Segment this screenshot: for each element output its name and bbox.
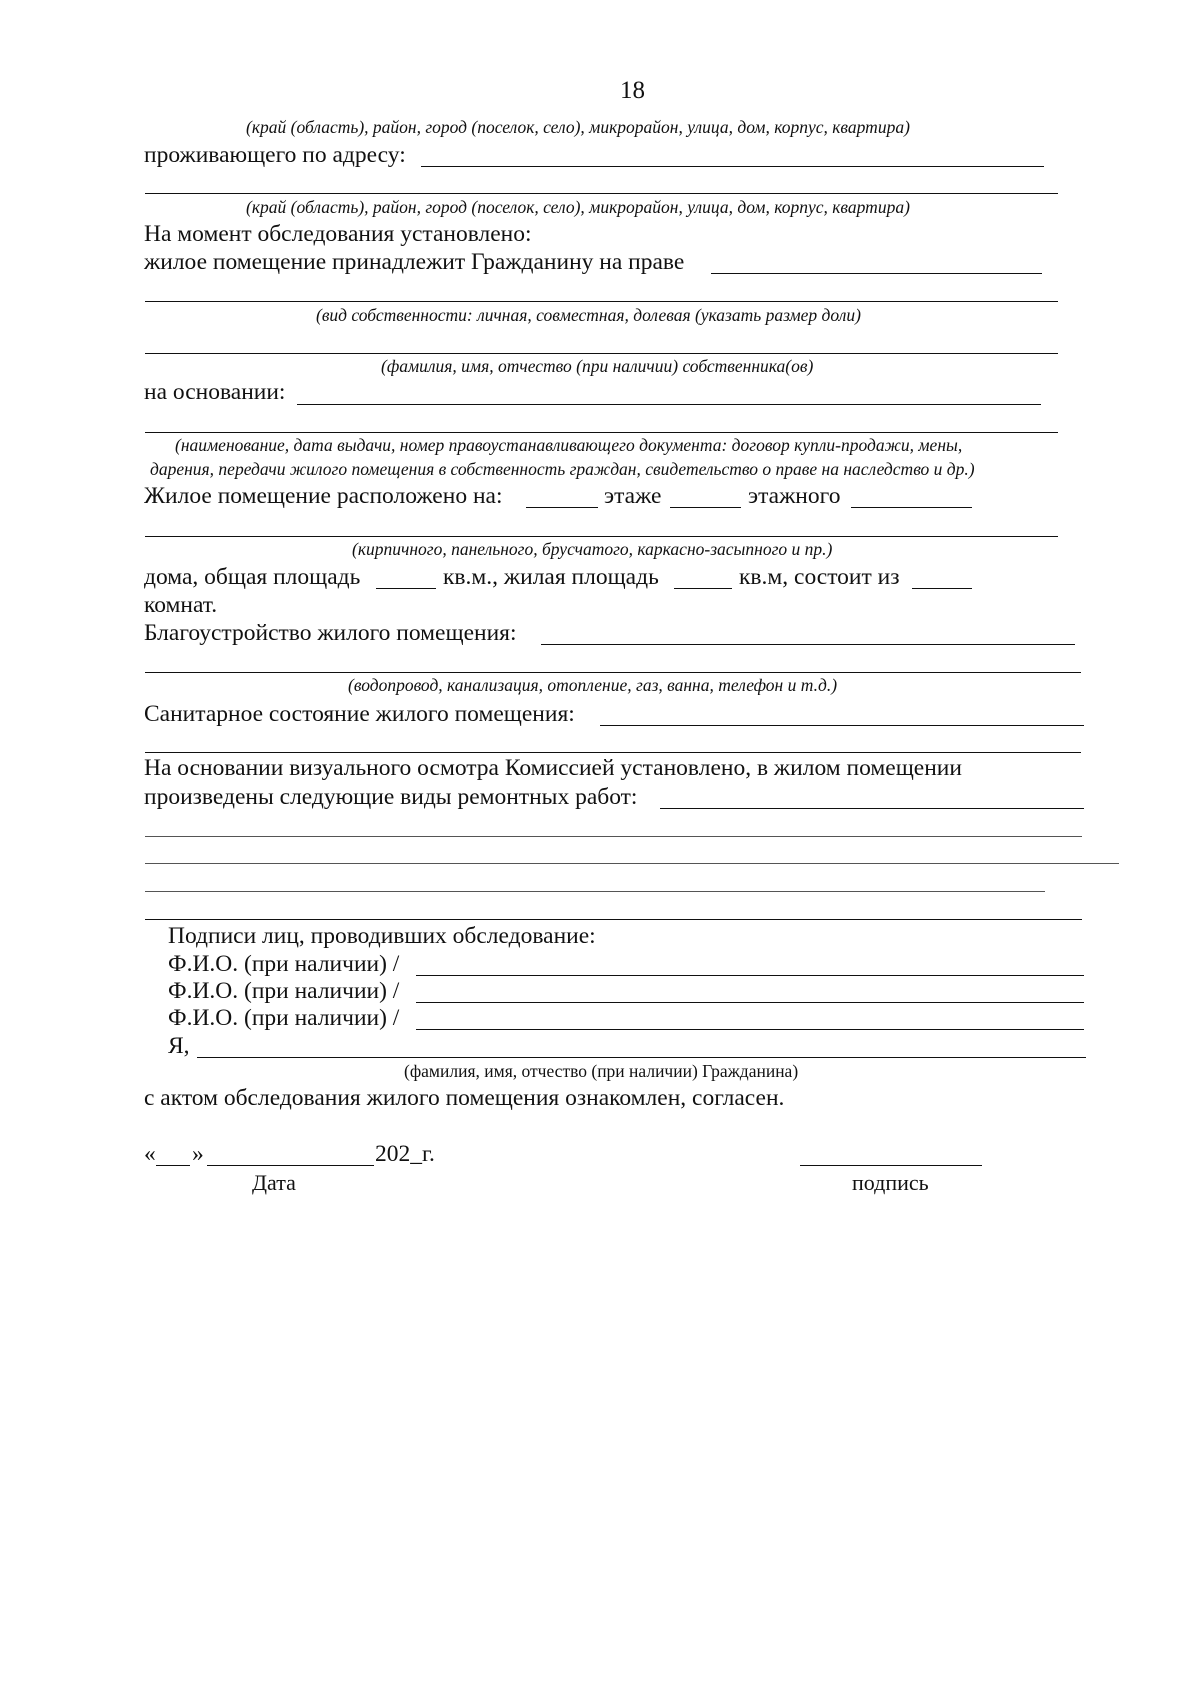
caption-citizen-name: (фамилия, имя, отчество (при наличии) Гражданина) (404, 1061, 799, 1081)
label-signature: подпись (852, 1170, 929, 1195)
label-amenities: Благоустройство жилого помещения: (144, 620, 517, 646)
label-repairs: произведены следующие виды ремонтных работ: (144, 784, 638, 810)
label-sqm-living: кв.м., жилая площадь (443, 564, 659, 590)
field-residing-address[interactable] (421, 166, 1044, 167)
field-floor[interactable] (526, 507, 598, 508)
field-date-month[interactable] (207, 1165, 374, 1166)
label-at-survey: На момент обследования установлено: (144, 221, 532, 247)
caption-basis-doc-2: дарения, передачи жилого помещения в собственность граждан, свидетельство о праве на наследство и др.) (150, 459, 975, 479)
field-signature[interactable] (800, 1165, 982, 1166)
label-signatures-title: Подписи лиц, проводивших обследование: (168, 923, 596, 949)
label-sanitary: Санитарное состояние жилого помещения: (144, 701, 575, 727)
page-number: 18 (620, 77, 645, 104)
field-address-continued[interactable] (145, 193, 1058, 194)
field-building-material[interactable] (145, 536, 1058, 537)
date-quote-close: » (192, 1141, 204, 1167)
label-fio-2: Ф.И.О. (при наличии) / (168, 978, 400, 1004)
label-acknowledged: с актом обследования жилого помещения ознакомлен, согласен. (144, 1085, 785, 1111)
field-basis-continued[interactable] (145, 432, 1058, 433)
field-amenities[interactable] (541, 644, 1075, 645)
label-belongs-to: жилое помещение принадлежит Гражданину на праве (144, 249, 685, 275)
caption-amenities: (водопровод, канализация, отопление, газ, ванна, телефон и т.д.) (348, 675, 838, 695)
field-signer-1[interactable] (416, 975, 1084, 976)
label-storey: этажного (748, 483, 841, 509)
field-signer-3[interactable] (416, 1029, 1084, 1030)
field-repairs-line-4[interactable] (145, 891, 1045, 892)
field-storeys[interactable] (670, 507, 741, 508)
field-repairs-line-2[interactable] (145, 836, 1082, 837)
label-fio-1: Ф.И.О. (при наличии) / (168, 951, 400, 977)
field-signer-2[interactable] (416, 1002, 1084, 1003)
field-repairs-line-3[interactable] (145, 863, 1119, 864)
field-total-area[interactable] (376, 588, 436, 589)
field-storey-extra[interactable] (851, 507, 972, 508)
label-visual-inspection: На основании визуального осмотра Комиссией установлено, в жилом помещении (144, 755, 962, 781)
label-floor: этаже (604, 483, 662, 509)
label-located-on: Жилое помещение расположено на: (144, 483, 503, 509)
date-year: 202_г. (375, 1141, 435, 1167)
field-ownership-type[interactable] (145, 301, 1058, 302)
field-date-day[interactable] (156, 1165, 190, 1166)
field-repairs-line-5[interactable] (145, 919, 1082, 920)
date-quote-open: « (144, 1141, 156, 1167)
caption-ownership-type: (вид собственности: личная, совместная, долевая (указать размер доли) (316, 305, 861, 325)
caption-building-material: (кирпичного, панельного, брусчатого, каркасно-засыпного и пр.) (352, 539, 833, 559)
field-citizen-name[interactable] (197, 1057, 1086, 1058)
field-owner-name[interactable] (145, 353, 1058, 354)
field-sanitary[interactable] (600, 725, 1084, 726)
field-sanitary-continued[interactable] (145, 752, 1081, 753)
label-residing-at: проживающего по адресу: (144, 142, 406, 168)
field-living-area[interactable] (674, 588, 732, 589)
field-repairs[interactable] (660, 808, 1084, 809)
label-rooms: комнат. (144, 592, 218, 618)
label-i-name: Я, (168, 1033, 190, 1059)
label-house-area: дома, общая площадь (144, 564, 361, 590)
field-ownership-right[interactable] (711, 273, 1042, 274)
field-basis[interactable] (297, 404, 1041, 405)
caption-address-2: (край (область), район, город (поселок, село), микрорайон, улица, дом, корпус, квартира) (246, 197, 910, 217)
caption-address-1: (край (область), район, город (поселок, село), микрорайон, улица, дом, корпус, квартира) (246, 117, 910, 137)
caption-owner-name: (фамилия, имя, отчество (при наличии) собственника(ов) (381, 356, 814, 376)
label-sqm-consists: кв.м, состоит из (739, 564, 900, 590)
caption-basis-doc-1: (наименование, дата выдачи, номер правоустанавливающего документа: договор купли-продажи, мены, (175, 435, 963, 455)
label-on-basis: на основании: (144, 379, 286, 405)
label-date: Дата (252, 1170, 296, 1195)
label-fio-3: Ф.И.О. (при наличии) / (168, 1005, 400, 1031)
field-amenities-continued[interactable] (145, 672, 1081, 673)
field-rooms-count[interactable] (912, 588, 972, 589)
